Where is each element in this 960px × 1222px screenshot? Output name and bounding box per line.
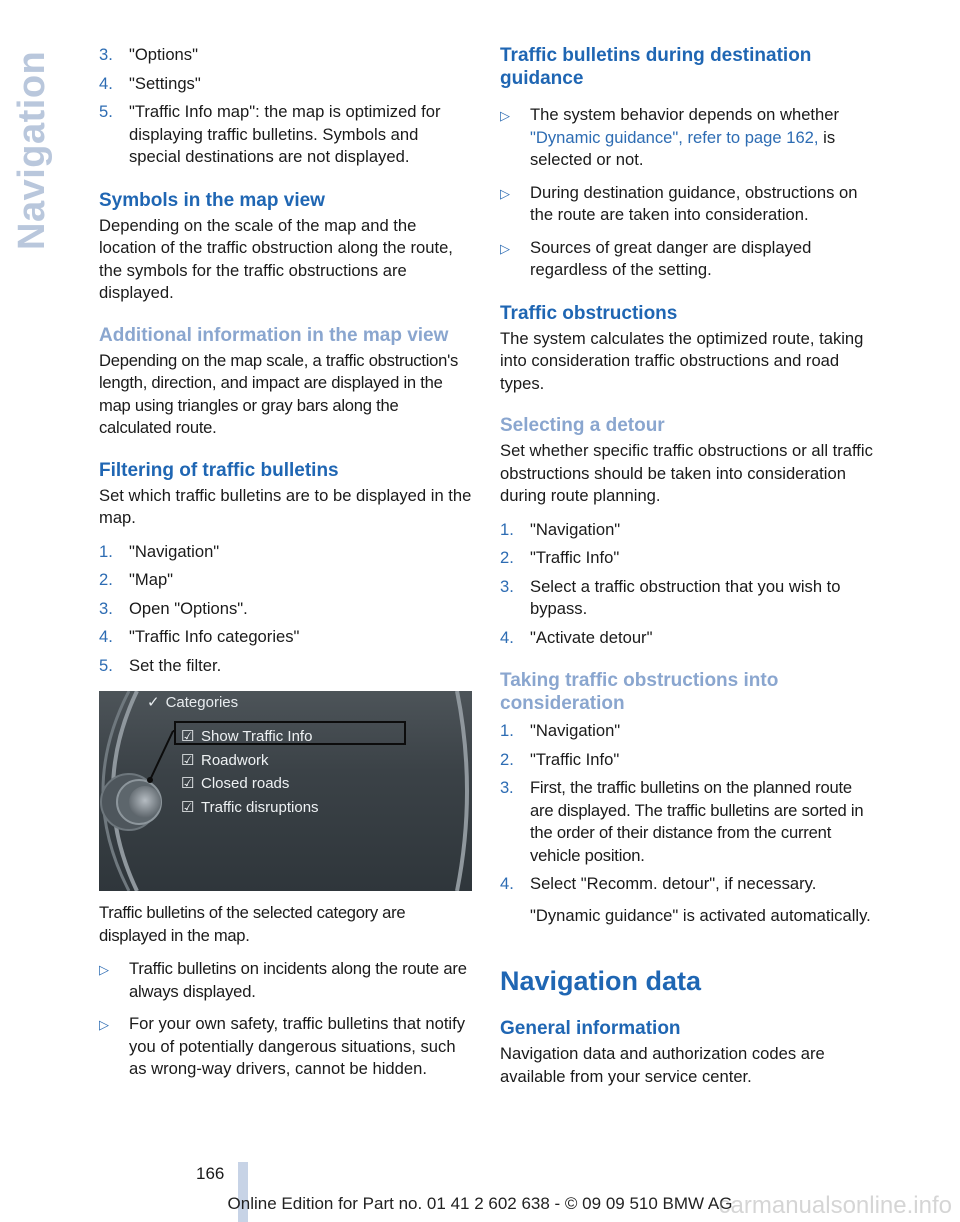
guidance-bullets xyxy=(500,104,875,282)
watermark: carmanualsonline.info xyxy=(718,1192,952,1219)
list-item xyxy=(500,777,875,867)
list-item xyxy=(99,655,472,678)
triangle-bullet-icon: ▷ xyxy=(500,108,510,123)
categories-screen-figure xyxy=(99,691,472,891)
obstructions-text: The system calculates the optimized route, taking into consideration traffic obstructions and road types. xyxy=(500,328,864,393)
list-number: 5. xyxy=(99,655,113,675)
list-text: "Traffic Info map": the map is optimized for displaying traffic bulletins. Symbols and special destinations are not displayed. xyxy=(129,102,441,166)
additional-info-heading: Additional information in the map view xyxy=(99,324,449,346)
bullet-item xyxy=(99,958,472,1003)
list-text: "Traffic Info" xyxy=(530,749,620,769)
bullet-text-pre: The system behavior depends on whether xyxy=(530,105,840,124)
list-text: "Map" xyxy=(129,570,174,589)
list-item xyxy=(500,519,875,542)
page-number: 166 xyxy=(196,1164,225,1183)
list-number: 4. xyxy=(99,73,113,93)
page-reference-link[interactable]: "Dynamic guidance", refer to page 162, xyxy=(530,127,819,147)
triangle-bullet-icon: ▷ xyxy=(500,185,510,201)
list-number: 3. xyxy=(500,778,514,797)
triangle-bullet-icon: ▷ xyxy=(99,962,109,977)
list-item xyxy=(99,626,472,649)
filtering-heading: Filtering of traffic bulletins xyxy=(99,459,339,481)
footer-text: Online Edition for Part no. 01 41 2 602 638 - © 09 09 510 BMW AG xyxy=(227,1194,733,1213)
list-text: "Traffic Info categories" xyxy=(129,627,300,646)
general-info-heading: General information xyxy=(500,1018,681,1039)
detour-heading: Selecting a detour xyxy=(500,415,665,436)
detour-steps-list xyxy=(500,519,875,650)
list-item xyxy=(99,569,472,592)
menu-item-label: Show Traffic Info xyxy=(201,728,313,745)
list-number: 5. xyxy=(99,102,113,121)
general-info-text: Navigation data and authorization codes are available from your service center. xyxy=(500,1044,825,1086)
list-item xyxy=(500,720,875,743)
list-number: 4. xyxy=(99,627,113,646)
sidebar-section-title: Navigation xyxy=(11,50,53,250)
list-item xyxy=(99,73,472,96)
checkbox-checked-icon: ☑ xyxy=(181,751,195,769)
list-text: First, the traffic bulletins on the planned route are displayed. The traffic bulletins are sorted in the order of their distance from the current vehicle position. xyxy=(530,778,864,865)
figure-header xyxy=(147,693,238,711)
list-item xyxy=(500,749,875,772)
list-text: "Navigation" xyxy=(530,519,621,539)
list-number: 2. xyxy=(500,749,514,769)
figure-header-label: Categories xyxy=(165,693,239,711)
bullet-text-post: is selected or not. xyxy=(530,127,836,169)
checkbox-checked-icon: ☑ xyxy=(181,798,195,816)
filtering-text: Set which traffic bulletins are to be displayed in the map. xyxy=(99,485,472,527)
obstructions-heading: Traffic obstructions xyxy=(500,302,678,324)
bullet-text xyxy=(530,104,875,172)
list-number: 1. xyxy=(500,519,514,539)
list-item xyxy=(99,541,472,564)
checkbox-checked-icon: ☑ xyxy=(181,775,195,792)
list-text: Select a traffic obstruction that you wish to bypass. xyxy=(530,576,841,618)
list-item xyxy=(99,598,472,621)
left-bullets xyxy=(99,958,472,1081)
taking-note: "Dynamic guidance" is activated automatically. xyxy=(530,905,871,925)
list-item xyxy=(500,547,875,570)
menu-item[interactable] xyxy=(181,772,319,796)
bullet-item xyxy=(500,237,875,282)
symbols-text: Depending on the scale of the map and the location of the traffic obstruction along the route, the symbols for the traffic obstructions are displayed. xyxy=(99,215,453,302)
bullet-text: For your own safety, traffic bulletins that notify you of potentially dangerous situations, such as wrong-way drivers, cannot be hidden. xyxy=(129,1014,466,1078)
list-text: Open "Options". xyxy=(129,598,248,618)
bullet-text: During destination guidance, obstructions on the route are taken into consideration. xyxy=(530,182,858,224)
list-text: Set the filter. xyxy=(129,655,222,675)
additional-info-text: Depending on the map scale, a traffic obstruction's length, direction, and impact are displayed in the map using triangles or gray bars along the calculated route. xyxy=(99,350,459,437)
detour-text: Set whether specific traffic obstructions or all traffic obstructions should be taken into consideration during route planning. xyxy=(500,441,873,505)
triangle-bullet-icon: ▷ xyxy=(500,240,510,256)
list-number: 3. xyxy=(99,45,113,64)
left-column xyxy=(99,44,472,1081)
menu-item[interactable] xyxy=(181,749,319,773)
list-item xyxy=(500,576,875,621)
bullet-text: Sources of great danger are displayed regardless of the setting. xyxy=(530,237,812,279)
after-figure-text: Traffic bulletins of the selected category are displayed in the map. xyxy=(99,903,406,945)
list-number: 2. xyxy=(500,548,514,567)
list-item xyxy=(500,627,875,650)
bullet-text: Traffic bulletins on incidents along the route are always displayed. xyxy=(129,959,467,1001)
menu-item-label: Closed roads xyxy=(201,775,290,792)
right-column xyxy=(500,44,875,1088)
menu-item[interactable] xyxy=(181,725,319,749)
list-text: "Activate detour" xyxy=(530,627,653,647)
list-text: "Traffic Info" xyxy=(530,548,620,567)
list-text: "Navigation" xyxy=(530,721,621,740)
filter-steps-list xyxy=(99,541,472,678)
list-number: 4. xyxy=(500,874,514,893)
bullet-item xyxy=(500,182,875,227)
list-item xyxy=(99,44,472,67)
menu-item-label: Traffic disruptions xyxy=(201,798,319,816)
list-number: 3. xyxy=(99,598,113,618)
list-number: 4. xyxy=(500,627,514,647)
list-number: 3. xyxy=(500,576,514,596)
list-item xyxy=(99,101,472,169)
menu-item-label: Roadwork xyxy=(201,751,269,769)
taking-obstructions-heading: Taking traffic obstructions into consideration xyxy=(500,670,779,714)
navigation-data-heading: Navigation data xyxy=(500,966,702,996)
list-item xyxy=(500,873,875,896)
list-text: "Navigation" xyxy=(129,541,220,561)
checkbox-checked-icon: ☑ xyxy=(181,728,195,745)
list-text: Select "Recomm. detour", if necessary. xyxy=(530,874,817,893)
list-number: 1. xyxy=(500,721,514,740)
taking-steps-list xyxy=(500,720,875,896)
triangle-bullet-icon: ▷ xyxy=(99,1017,109,1032)
list-text: "Options" xyxy=(129,45,198,64)
bullet-item xyxy=(500,104,875,172)
bullet-item xyxy=(99,1013,472,1081)
figure-menu xyxy=(181,725,319,819)
list-number: 2. xyxy=(99,570,113,589)
list-text: "Settings" xyxy=(129,73,201,93)
list-number: 1. xyxy=(99,541,113,561)
symbols-heading: Symbols in the map view xyxy=(99,189,325,211)
bulletins-guidance-heading: Traffic bulletins during destination guidance xyxy=(500,45,812,89)
menu-item[interactable] xyxy=(181,796,319,820)
check-icon: ✓ xyxy=(147,694,160,711)
top-steps-list xyxy=(99,44,472,169)
